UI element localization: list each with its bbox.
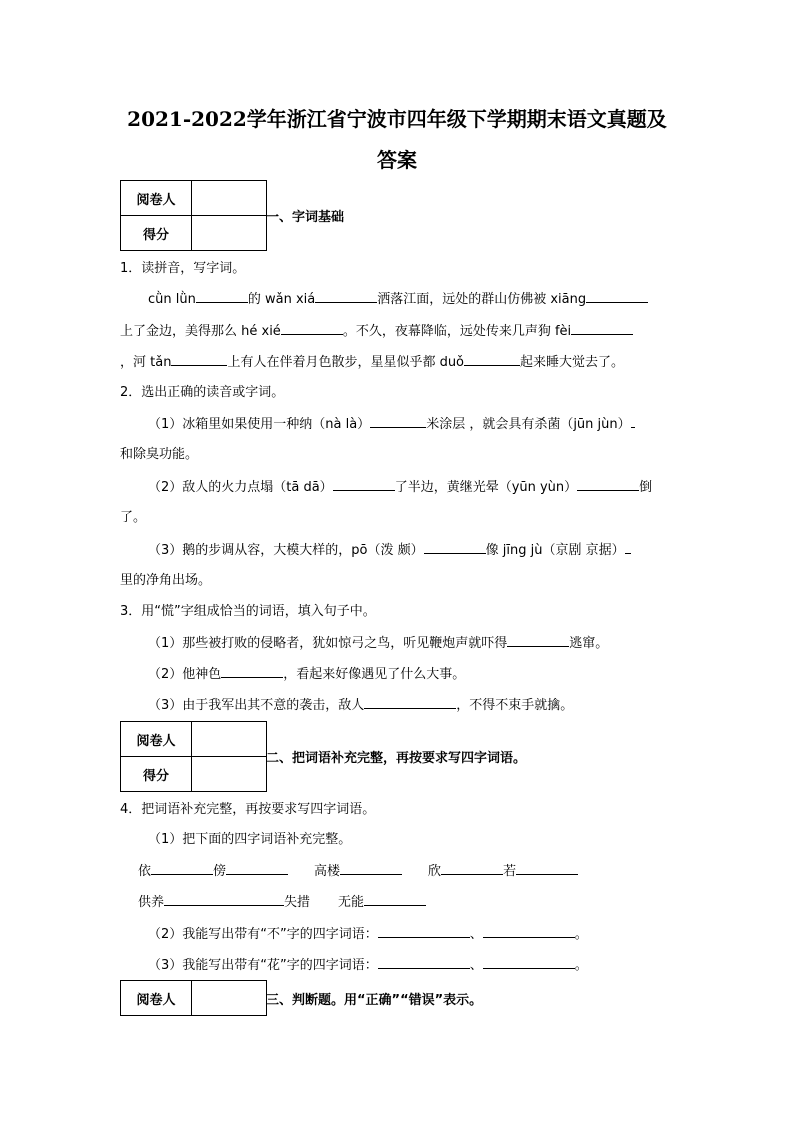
question-line (148, 541, 631, 560)
sentence-text: （3）由于我军出其不意的袭击，敌人 (148, 698, 365, 713)
reviewer-cell[interactable] (192, 181, 267, 216)
word-text: 欣 (428, 864, 442, 879)
answer-blank[interactable] (378, 925, 470, 938)
reviewer-label: 阅卷人 (121, 722, 192, 757)
question-line (120, 353, 624, 372)
sentence-text: ，看起来好像遇见了什么大事。 (283, 667, 466, 682)
word-text: 失措 (284, 895, 311, 910)
sentence-text: 逃窜。 (569, 636, 609, 651)
reviewer-label: 阅卷人 (121, 181, 192, 216)
answer-blank[interactable] (441, 862, 503, 875)
document-title: 2021-2022学年浙江省宁波市四年级下学期期末语文真题及 (127, 107, 667, 131)
question-stem: 1．读拼音，写字词。 (120, 261, 246, 276)
answer-blank[interactable] (364, 893, 426, 906)
question-line (148, 290, 648, 309)
answer-blank[interactable] (577, 478, 639, 491)
score-box (120, 721, 267, 792)
sentence-text: 、 (469, 927, 483, 942)
sentence-text: （2）敌人的火力点塌（tā dā） (148, 480, 333, 495)
answer-blank[interactable] (333, 478, 395, 491)
reviewer-label: 阅卷人 (121, 981, 192, 1016)
question-line (138, 862, 578, 881)
score-label: 得分 (121, 757, 192, 792)
sentence-text: 上有人在伴着月色散步，星星似乎都 duǒ (227, 355, 465, 370)
question-line (148, 415, 635, 434)
question-line (148, 478, 652, 497)
answer-blank[interactable] (151, 862, 213, 875)
answer-blank[interactable] (516, 862, 578, 875)
word-text: 高楼 (314, 864, 341, 879)
sentence-text: （2）他神色 (148, 667, 222, 682)
answer-blank[interactable] (483, 925, 575, 938)
answer-blank[interactable] (378, 956, 470, 969)
question-line: 里的净角出场。 (120, 573, 212, 588)
score-cell[interactable] (192, 757, 267, 792)
sentence-text: （3）我能写出带有“花”字的四字词语： (148, 958, 378, 973)
answer-blank[interactable] (464, 353, 520, 366)
sentence-text: （1）那些被打败的侵略者，犹如惊弓之鸟，听见鞭炮声就吓得 (148, 636, 508, 651)
question-line (148, 925, 588, 944)
answer-blank[interactable] (625, 541, 631, 554)
question-stem: 4．把词语补充完整，再按要求写四字词语。 (120, 802, 376, 817)
sentence-text: （2）我能写出带有“不”字的四字词语： (148, 927, 378, 942)
reviewer-cell[interactable] (192, 722, 267, 757)
word-text: 若 (503, 864, 517, 879)
section-heading: 一、字词基础 (266, 210, 345, 225)
word-text: 依 (138, 864, 152, 879)
question-line: （1）把下面的四字词语补充完整。 (148, 832, 352, 847)
answer-blank[interactable] (586, 290, 648, 303)
score-label: 得分 (121, 216, 192, 251)
sentence-text: ，河 tǎn (120, 355, 172, 370)
answer-blank[interactable] (507, 634, 569, 647)
question-line (148, 956, 588, 975)
document-title-cont: 答案 (377, 148, 417, 172)
answer-blank[interactable] (281, 322, 343, 335)
answer-blank[interactable] (196, 290, 248, 303)
question-line (120, 322, 633, 341)
sentence-text: ，不得不束手就擒。 (456, 698, 574, 713)
question-line: 了。 (120, 510, 147, 525)
section-heading: 二、把词语补充完整，再按要求写四字词语。 (266, 751, 527, 766)
pinyin-text: 的 wǎn xiá (247, 292, 316, 307)
score-cell[interactable] (192, 216, 267, 251)
score-box (120, 980, 267, 1016)
question-line (138, 893, 426, 912)
word-text: 傍 (213, 864, 227, 879)
answer-blank[interactable] (226, 862, 288, 875)
word-text: 供养 (138, 895, 165, 910)
question-line (148, 665, 465, 684)
sentence-text: 、 (469, 958, 483, 973)
sentence-text: 。 (574, 958, 588, 973)
pinyin-text: cǜn lǜn (148, 292, 196, 307)
sentence-text: 米涂层 ，就会具有杀菌（jūn jùn） (426, 417, 631, 432)
sentence-text: 倒 (639, 480, 653, 495)
word-text: 无能 (338, 895, 365, 910)
answer-blank[interactable] (631, 415, 635, 428)
sentence-text: 上了金边，美得那么 hé xié (120, 324, 281, 339)
sentence-text: 了半边，黄继光晕（yūn yùn） (394, 480, 578, 495)
sentence-text: 像 jīng jù（京剧 京据） (485, 543, 625, 558)
answer-blank[interactable] (340, 862, 402, 875)
question-line: 和除臭功能。 (120, 447, 199, 462)
sentence-text: （3）鹅的步调从容，大模大样的，pō（泼 颇） (148, 543, 424, 558)
sentence-text: 洒落江面，远处的群山仿佛被 xiāng (377, 292, 587, 307)
sentence-text: 起来睡大觉去了。 (520, 355, 625, 370)
answer-blank[interactable] (221, 665, 283, 678)
reviewer-cell[interactable] (192, 981, 267, 1016)
score-box (120, 180, 267, 251)
section-heading: 三、判断题。用“正确”“错误”表示。 (266, 993, 483, 1008)
sentence-text: 。不久，夜幕降临，远处传来几声狗 fèi (342, 324, 572, 339)
answer-blank[interactable] (315, 290, 377, 303)
answer-blank[interactable] (424, 541, 486, 554)
answer-blank[interactable] (164, 893, 284, 906)
question-line (148, 634, 608, 653)
sentence-text: （1）冰箱里如果使用一种纳（nà là） (148, 417, 371, 432)
answer-blank[interactable] (171, 353, 227, 366)
answer-blank[interactable] (364, 696, 456, 709)
answer-blank[interactable] (483, 956, 575, 969)
question-stem: 2．选出正确的读音或字词。 (120, 385, 285, 400)
answer-blank[interactable] (571, 322, 633, 335)
sentence-text: 。 (574, 927, 588, 942)
question-stem: 3．用“慌”字组成恰当的词语，填入句子中。 (120, 604, 376, 619)
question-line (148, 696, 573, 715)
answer-blank[interactable] (370, 415, 426, 428)
